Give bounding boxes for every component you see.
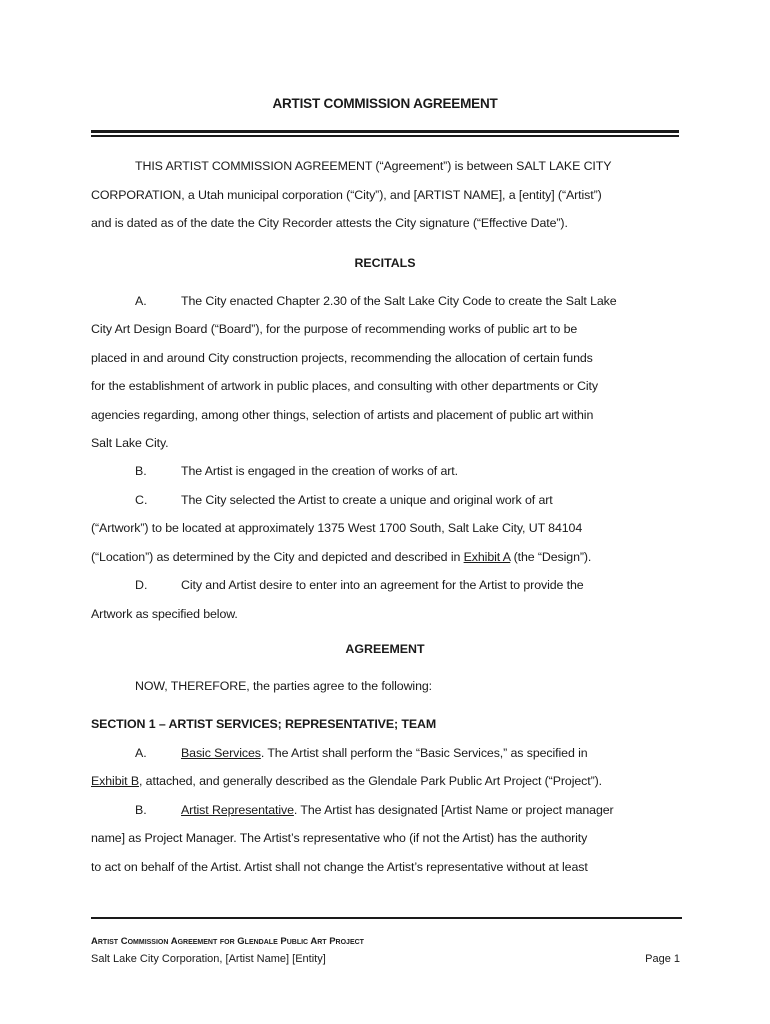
- footer-subtitle: Salt Lake City Corporation, [Artist Name] [Entity]: [91, 953, 326, 965]
- recital-a-line-1: The City enacted Chapter 2.30 of the Salt Lake City Code to create the Salt Lake: [181, 294, 617, 308]
- artist-representative-term: Artist Representative: [181, 803, 294, 817]
- recital-b-marker: B.: [135, 464, 147, 478]
- recital-a-line-3: placed in and around City construction projects, recommending the allocation of certain funds: [91, 351, 593, 365]
- recital-c-line-3-end: (the “Design”).: [510, 550, 592, 564]
- exhibit-a-link[interactable]: Exhibit A: [463, 550, 511, 564]
- intro-line-3: and is dated as of the date the City Recorder attests the City signature (“Effective Date”).: [91, 216, 568, 230]
- recital-c-line-1: The City selected the Artist to create a unique and original work of art: [181, 493, 553, 507]
- exhibit-b-link[interactable]: Exhibit B: [91, 774, 139, 788]
- recital-c-line-3: [91, 550, 591, 564]
- recital-c-marker: C.: [135, 493, 148, 507]
- page-number: Page 1: [645, 953, 680, 965]
- title-rule-thick: [91, 130, 679, 133]
- recital-a-marker: A.: [135, 294, 147, 308]
- section-1-b-line-1: [181, 803, 614, 817]
- section-1-b-marker: B.: [135, 803, 147, 817]
- section-1-b-line-3: to act on behalf of the Artist. Artist shall not change the Artist’s representative without at least: [91, 860, 588, 874]
- intro-line-1: THIS ARTIST COMMISSION AGREEMENT (“Agreement”) is between SALT LAKE CITY: [135, 159, 612, 173]
- section-1-a-line-1-text: . The Artist shall perform the “Basic Services,” as specified in: [260, 746, 588, 760]
- section-1-a-line-2: [91, 774, 602, 788]
- recital-a-line-5: agencies regarding, among other things, selection of artists and placement of public art within: [91, 408, 594, 422]
- section-1-b-line-1-text: . The Artist has designated [Artist Name or project manager: [293, 803, 614, 817]
- recital-a-line-2: City Art Design Board (“Board”), for the purpose of recommending works of public art to be: [91, 322, 578, 336]
- recital-a-line-6: Salt Lake City.: [91, 436, 169, 450]
- recital-d-line-1: City and Artist desire to enter into an agreement for the Artist to provide the: [181, 578, 584, 592]
- recital-b-line-1: The Artist is engaged in the creation of works of art.: [181, 464, 458, 478]
- agreement-heading: AGREEMENT: [345, 642, 425, 656]
- document-title: ARTIST COMMISSION AGREEMENT: [272, 96, 498, 111]
- recitals-heading: RECITALS: [354, 256, 416, 270]
- now-therefore-line: NOW, THEREFORE, the parties agree to the following:: [135, 679, 432, 693]
- recital-c-line-3-text: (“Location”) as determined by the City and depicted and described in: [91, 550, 464, 564]
- section-1-a-line-1: [181, 746, 588, 760]
- basic-services-term: Basic Services: [181, 746, 261, 760]
- recital-d-marker: D.: [135, 578, 148, 592]
- section-1-b-line-2: name] as Project Manager. The Artist’s representative who (if not the Artist) has the authority: [91, 831, 588, 845]
- footer-rule: [91, 917, 682, 919]
- section-1-heading: SECTION 1 – ARTIST SERVICES; REPRESENTATIVE; TEAM: [91, 717, 437, 731]
- recital-d-line-2: Artwork as specified below.: [91, 607, 238, 621]
- section-1-a-line-2-text: , attached, and generally described as the Glendale Park Public Art Project (“Project”).: [139, 774, 602, 788]
- footer-title: Artist Commission Agreement for Glendale Public Art Project: [91, 936, 364, 947]
- title-rule-thin: [91, 135, 679, 137]
- intro-line-2: CORPORATION, a Utah municipal corporation (“City”), and [ARTIST NAME], a [entity] (“Artist”): [91, 188, 602, 202]
- recital-a-line-4: for the establishment of artwork in public places, and consulting with other departments or City: [91, 379, 598, 393]
- recital-c-line-2: (“Artwork”) to be located at approximately 1375 West 1700 South, Salt Lake City, UT 84104: [91, 521, 583, 535]
- section-1-a-marker: A.: [135, 746, 147, 760]
